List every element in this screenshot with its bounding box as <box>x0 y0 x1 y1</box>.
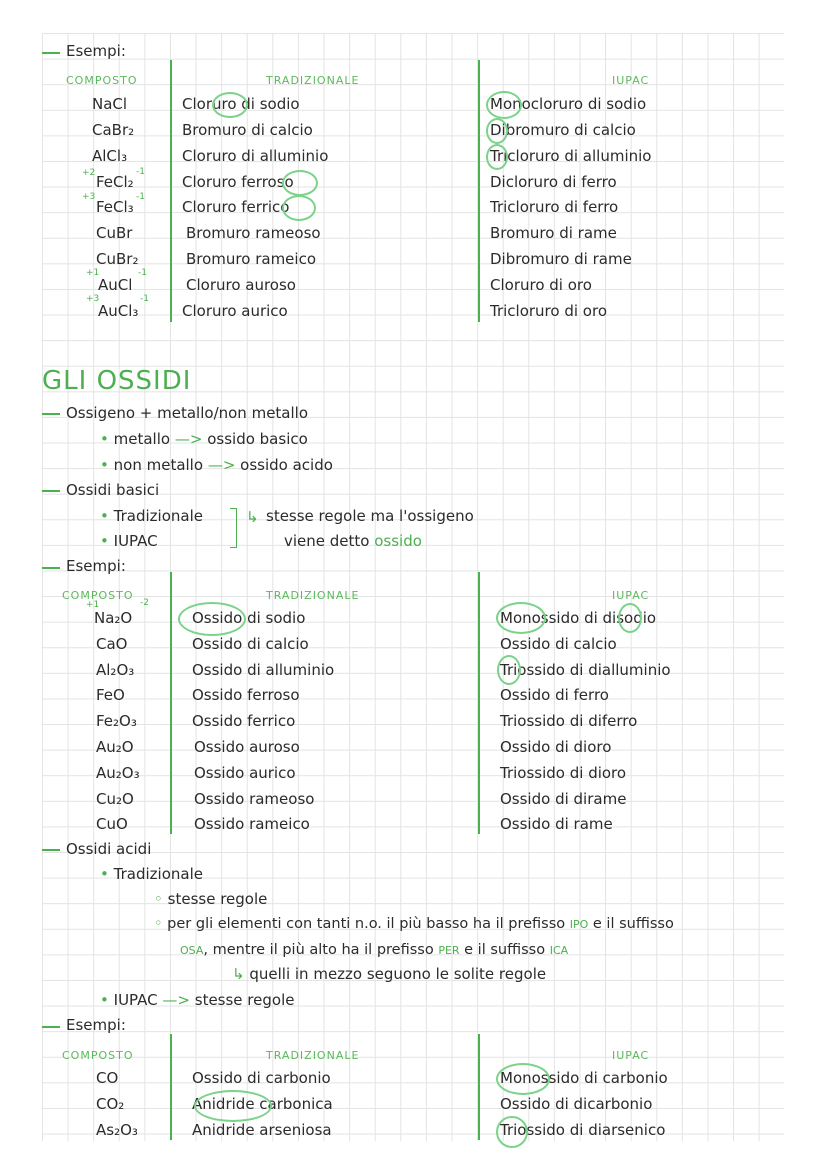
column-divider <box>478 60 480 322</box>
highlight-circle <box>282 170 318 196</box>
bullet-item: • IUPAC <box>100 532 158 550</box>
compound-cell: FeO <box>96 686 125 704</box>
compound-cell: AuCl₃ <box>98 302 139 320</box>
bullet-item: • non metallo —> ossido acido <box>100 456 333 474</box>
iupac-cell: Triossido di diferro <box>500 712 638 730</box>
compound-cell: Au₂O <box>96 738 134 756</box>
highlight-circle <box>496 1116 528 1148</box>
iupac-cell: Dibromuro di rame <box>490 250 632 268</box>
bullet-item: • Tradizionale <box>100 507 203 525</box>
iupac-cell: Triossido di diarsenico <box>500 1121 666 1139</box>
column-divider <box>170 572 172 834</box>
iupac-cell: Ossido di ferro <box>500 686 609 704</box>
column-divider <box>170 60 172 322</box>
definition-line: Ossigeno + metallo/non metallo <box>66 404 309 422</box>
dash-marker <box>42 1026 60 1028</box>
oxidation-number: -1 <box>140 294 149 304</box>
highlight-circle <box>212 92 248 118</box>
compound-cell: CaO <box>96 635 128 653</box>
iupac-cell: Tricloruro di alluminio <box>490 147 652 165</box>
section-title: GLI OSSIDI <box>42 366 192 396</box>
bracket <box>230 508 237 548</box>
traditional-cell: Ossido ferroso <box>192 686 300 704</box>
column-divider <box>170 1034 172 1140</box>
compound-cell: FeCl₂ <box>96 173 134 191</box>
compound-cell: Fe₂O₃ <box>96 712 137 730</box>
iupac-cell: Cloruro di oro <box>490 276 592 294</box>
highlight-circle <box>486 144 508 170</box>
iupac-cell: Ossido di dirame <box>500 790 627 808</box>
oxidation-number: -1 <box>138 268 147 278</box>
compound-cell: CO <box>96 1069 119 1087</box>
traditional-cell: Ossido ferrico <box>192 712 296 730</box>
iupac-cell: Dicloruro di ferro <box>490 173 617 191</box>
bullet-item: • metallo —> ossido basico <box>100 430 308 448</box>
highlight-circle <box>178 602 246 636</box>
compound-cell: CuO <box>96 815 128 833</box>
traditional-cell: Bromuro rameoso <box>186 224 321 242</box>
iupac-cell: Ossido di dioro <box>500 738 612 756</box>
column-divider <box>478 572 480 834</box>
compound-cell: CuBr <box>96 224 133 242</box>
subsection-label: Ossidi acidi <box>66 840 152 858</box>
compound-cell: As₂O₃ <box>96 1121 138 1139</box>
compound-cell: Na₂O <box>94 609 133 627</box>
oxidation-number: -1 <box>136 167 145 177</box>
header-iupac: IUPAC <box>612 74 650 87</box>
bullet-item: • Tradizionale <box>100 865 203 883</box>
compound-cell: Au₂O₃ <box>96 764 140 782</box>
arrow-icon: ↳ <box>246 508 259 526</box>
iupac-cell: Bromuro di rame <box>490 224 617 242</box>
rule-text: stesse regole ma l'ossigeno <box>266 507 474 525</box>
header-iupac: IUPAC <box>612 589 650 602</box>
traditional-cell: Cloruro auroso <box>186 276 296 294</box>
arrow-icon: ↳ <box>232 965 245 983</box>
header-compound: COMPOSTO <box>62 589 134 602</box>
iupac-cell: Monossido di carbonio <box>500 1069 668 1087</box>
oxidation-number: +1 <box>86 600 100 610</box>
oxidation-number: +3 <box>86 294 100 304</box>
dash-marker <box>42 567 60 569</box>
header-compound: COMPOSTO <box>62 1049 134 1062</box>
header-iupac: IUPAC <box>612 1049 650 1062</box>
oxidation-number: +1 <box>86 268 100 278</box>
dash-marker <box>42 849 60 851</box>
iupac-cell: Ossido di dicarbonio <box>500 1095 653 1113</box>
iupac-cell: Monocloruro di sodio <box>490 95 647 113</box>
traditional-cell: Ossido auroso <box>194 738 300 756</box>
compound-cell: AuCl <box>98 276 133 294</box>
sub-bullet-continuation: OSA, mentre il più alto ha il prefisso PER e il suffisso ICA <box>180 942 569 958</box>
oxidation-number: -1 <box>136 192 145 202</box>
highlight-circle <box>486 91 522 119</box>
traditional-cell: Ossido di calcio <box>192 635 309 653</box>
compound-cell: NaCl <box>92 95 128 113</box>
traditional-cell: Ossido di sodio <box>192 609 306 627</box>
traditional-cell: Cloruro aurico <box>182 302 288 320</box>
compound-cell: FeCl₃ <box>96 198 134 216</box>
examples-label: Esempi: <box>66 1016 126 1034</box>
rule-text: viene detto ossido <box>284 532 422 550</box>
highlight-circle <box>496 602 546 634</box>
header-compound: COMPOSTO <box>66 74 138 87</box>
traditional-cell: Bromuro rameico <box>186 250 316 268</box>
highlight-circle <box>618 603 642 633</box>
traditional-cell: Cloruro ferroso <box>182 173 294 191</box>
compound-cell: CO₂ <box>96 1095 125 1113</box>
iupac-cell: Tricloruro di ferro <box>490 198 619 216</box>
oxidation-number: +2 <box>82 168 96 178</box>
dash-marker <box>42 490 60 492</box>
highlight-circle <box>486 118 508 144</box>
traditional-cell: Cloruro di sodio <box>182 95 300 113</box>
examples-label: Esempi: <box>66 42 126 60</box>
traditional-cell: Cloruro ferrico <box>182 198 290 216</box>
dash-marker <box>42 52 60 54</box>
highlight-circle <box>496 1063 550 1095</box>
sub-bullet: ◦ per gli elementi con tanti n.o. il più basso ha il prefisso IPO e il suffisso <box>154 916 674 932</box>
traditional-cell: Ossido di alluminio <box>192 661 335 679</box>
traditional-cell: Ossido di carbonio <box>192 1069 331 1087</box>
header-traditional: TRADIZIONALE <box>266 1049 360 1062</box>
traditional-cell: Cloruro di alluminio <box>182 147 329 165</box>
column-divider <box>478 1034 480 1140</box>
dash-marker <box>42 413 60 415</box>
iupac-cell: Dibromuro di calcio <box>490 121 636 139</box>
compound-cell: CaBr₂ <box>92 121 135 139</box>
sub-note: ↳ quelli in mezzo seguono le solite regole <box>232 965 547 983</box>
traditional-cell: Ossido rameoso <box>194 790 315 808</box>
highlight-circle <box>497 655 521 685</box>
traditional-cell: Bromuro di calcio <box>182 121 313 139</box>
iupac-cell: Ossido di calcio <box>500 635 617 653</box>
iupac-cell: Monossido di disodio <box>500 609 657 627</box>
highlight-circle <box>282 195 316 221</box>
traditional-cell: Ossido aurico <box>194 764 296 782</box>
compound-cell: CuBr₂ <box>96 250 139 268</box>
traditional-cell: Anidride arseniosa <box>192 1121 332 1139</box>
compound-cell: Cu₂O <box>96 790 134 808</box>
subsection-label: Ossidi basici <box>66 481 160 499</box>
iupac-cell: Triossido di dioro <box>500 764 627 782</box>
compound-cell: AlCl₃ <box>92 147 128 165</box>
highlight-circle <box>194 1090 272 1122</box>
sub-bullet: ◦ stesse regole <box>154 890 268 908</box>
header-traditional: TRADIZIONALE <box>266 74 360 87</box>
iupac-cell: Tricloruro di oro <box>490 302 607 320</box>
header-traditional: TRADIZIONALE <box>266 589 360 602</box>
compound-cell: Al₂O₃ <box>96 661 135 679</box>
examples-label: Esempi: <box>66 557 126 575</box>
bullet-item: • IUPAC —> stesse regole <box>100 991 295 1009</box>
iupac-cell: Triossido di dialluminio <box>500 661 671 679</box>
traditional-cell: Ossido rameico <box>194 815 310 833</box>
oxidation-number: +3 <box>82 192 96 202</box>
iupac-cell: Ossido di rame <box>500 815 613 833</box>
oxidation-number: -2 <box>140 598 149 608</box>
traditional-cell: Anidride carbonica <box>192 1095 333 1113</box>
